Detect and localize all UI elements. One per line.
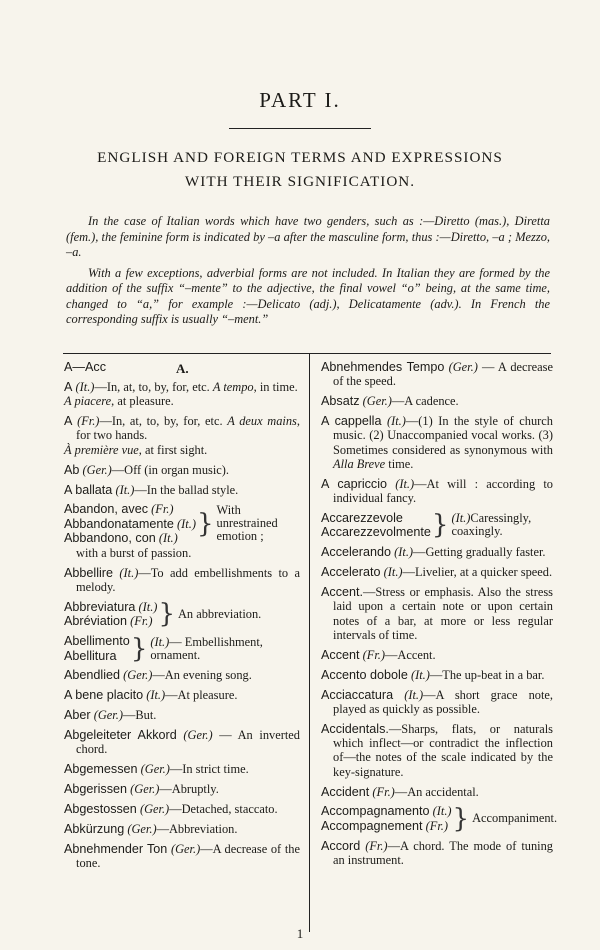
definition-continuation: time. [385, 456, 414, 471]
language-tag: (It.) [395, 476, 415, 491]
language-tag: (Ger.) [183, 728, 213, 743]
example-gloss: , for two hands. [76, 414, 300, 443]
language-tag: (Ger.) [448, 360, 478, 374]
definition: Accompaniment. [472, 811, 558, 826]
headword: Absatz [321, 394, 360, 409]
definition: —Detached, staccato. [169, 802, 278, 817]
editorial-notes [66, 214, 550, 333]
language-tag: (Ger.) [362, 394, 392, 409]
entry-group-accarezzevole [321, 511, 553, 540]
headword: Abgestossen [64, 802, 137, 817]
example-line [210, 380, 298, 394]
definition: —Getting gradually faster. [413, 545, 546, 560]
definition: —An evening song. [152, 668, 252, 683]
subtitle-line: WITH THEIR SIGNIFICATION. [184, 173, 416, 190]
headword: Abellitura [64, 648, 117, 663]
section-letter: A. [176, 361, 189, 376]
dictionary-entry [321, 668, 553, 682]
headword: A [64, 380, 73, 394]
definition: —The up-beat in a bar. [429, 667, 545, 682]
headword: Accompagnamento [321, 804, 430, 819]
definition: —To add embellishments to a melody. [76, 565, 301, 595]
headword: A ballata [64, 482, 113, 497]
section-subtitle [40, 146, 560, 194]
definition: —Off (in organ music). [111, 462, 229, 477]
headword: Accarezzevolmente [321, 525, 431, 540]
note-paragraph: With a few exceptions, adverbial forms are not included. In Italian they are formed by the addition of the suffix “–mente” to the adjective, the final vowel “o” being, at the same time, changed to “a,” for example :—Delicato (adj.), Delicatamente (adv.). In French the corresponding suffix is usually “–ment.” [66, 265, 550, 326]
dictionary-entry [321, 722, 553, 779]
entry-group-accompagnamento [321, 803, 558, 834]
headword: Abnehmender Ton [64, 841, 168, 856]
brace-glyph: } [158, 599, 175, 630]
headword: Abandon, avec [64, 502, 149, 517]
definition: —In, at, to, by, for, etc. [94, 380, 210, 394]
example-gloss: , at pleasure. [111, 394, 174, 409]
definition: —Stress or emphasis. Also the stress laid upon a certain note or upon certain notes of a bar, at more or less regular intervals of time. [333, 585, 553, 642]
headword: Accelerando [321, 545, 392, 560]
definition: —At will : according to individual fancy. [333, 476, 553, 506]
title-rule [229, 128, 371, 129]
running-head-range: A—Acc [64, 360, 106, 374]
headword: Abkürzung [64, 821, 125, 836]
dictionary-entry [64, 822, 300, 836]
definition: —Accent. [385, 647, 436, 662]
dictionary-entry [64, 380, 300, 409]
example-gloss: , in time. [253, 380, 298, 394]
headword: Accompagnement [321, 818, 423, 833]
language-tag: (Fr.) [362, 647, 385, 662]
dictionary-entry [64, 688, 300, 702]
headword: Abnehmendes Tempo [321, 360, 445, 374]
headword: Accident [321, 784, 370, 799]
headword: Abréviation [64, 614, 128, 629]
language-tag: (Fr.) [77, 414, 100, 429]
definition: An abbreviation. [177, 606, 262, 621]
headword: Abbandono, con [64, 531, 156, 546]
definition: —At pleasure. [165, 688, 238, 703]
subtitle-line: ENGLISH AND FOREIGN TERMS AND EXPRESSIONS [97, 149, 503, 166]
dictionary-entry [64, 842, 300, 871]
language-tag: (It.) [394, 545, 414, 560]
dictionary-entry [321, 585, 553, 642]
language-tag: (Fr.) [130, 614, 153, 629]
part-title: PART I. [259, 88, 341, 112]
headword: Abbellire [64, 565, 114, 580]
definition: With unrestrained emotion ; [216, 503, 278, 544]
example-line [64, 442, 300, 457]
language-tag: (It.) [383, 565, 403, 580]
dictionary-entry [64, 762, 300, 776]
language-tag: (It.) [177, 516, 196, 531]
language-tag: (Ger.) [130, 782, 160, 797]
running-head [64, 360, 300, 378]
page-number: 1 [296, 926, 304, 941]
headword: Abbandonatamente [64, 516, 174, 531]
headword: A cappella [321, 414, 382, 429]
headword: Accord [321, 838, 361, 853]
dictionary-entry [321, 360, 553, 389]
language-tag: (Fr.) [365, 838, 388, 853]
definition: —But. [122, 708, 157, 723]
headword: A bene placito [64, 688, 144, 703]
definition: —An accidental. [394, 784, 479, 799]
language-tag: (It.) [386, 414, 406, 429]
language-tag: (Ger.) [139, 802, 170, 817]
headword: Accent. [321, 585, 363, 600]
dictionary-entry [64, 782, 300, 796]
definition: —A chord. The mode of tuning an instrument. [333, 838, 553, 867]
dictionary-entry [321, 688, 553, 717]
definition-continuation: with a burst of passion. [76, 545, 192, 560]
language-tag: (It.) [146, 688, 166, 703]
headword: Acciaccatura [321, 687, 394, 702]
right-column [321, 360, 558, 873]
headword: Accidentals. [321, 721, 389, 736]
language-tag: (Fr.) [425, 818, 448, 833]
brace-glyph: } [130, 633, 148, 664]
dictionary-entry [64, 728, 300, 757]
headword: Abendlied [64, 668, 121, 683]
language-tag: (Fr.) [151, 502, 174, 517]
column-divider [309, 354, 310, 932]
dictionary-entry [64, 483, 300, 497]
headword: Accent [321, 647, 360, 662]
dictionary-entry [64, 566, 300, 595]
definition: —(1) In the style of church music. (2) Unaccompanied vocal works. (3) Sometimes considered as synonymous with [333, 414, 553, 457]
headword: Accarezzevole [321, 511, 403, 526]
dictionary-entry [64, 708, 300, 722]
dictionary-entry [64, 802, 300, 816]
dictionary-entry [321, 394, 553, 408]
brace-glyph: } [196, 508, 214, 539]
definition: — An inverted chord. [76, 728, 300, 757]
language-tag: (It.) [75, 380, 95, 394]
dictionary-entry [64, 463, 300, 477]
dictionary-entry [321, 648, 553, 662]
language-tag: (Ger.) [93, 708, 123, 723]
example-term: A deux mains [227, 414, 297, 429]
language-tag: (It.) [158, 531, 178, 546]
cross-reference: Alla Breve [333, 456, 386, 471]
entry-group-abandon [64, 502, 300, 560]
entry-group-abellimento [64, 634, 300, 663]
right-entries-2 [321, 545, 553, 799]
dictionary-entry [321, 785, 553, 799]
language-tag: (Ger.) [127, 821, 157, 836]
definition: —A decrease of the tone. [76, 841, 300, 871]
header-rule [63, 353, 551, 354]
definition: —A cadence. [391, 394, 459, 409]
note-paragraph: In the case of Italian words which have two genders, such as :—Diretto (mas.), Diretta (fem.), the feminine form is indicated by –a after the masculine form, thus :—Diretto, –a ; Mezzo, –a. [66, 214, 550, 259]
definition: —In, at, to, by, for, etc. [99, 414, 223, 429]
definition: —Abbreviation. [156, 821, 238, 836]
headword: A capriccio [321, 476, 388, 491]
dictionary-entry [321, 839, 553, 868]
headword: Abgeleiteter Akkord [64, 728, 177, 743]
language-tag: (Fr.) [372, 784, 395, 799]
headword: Abellimento [64, 634, 130, 649]
language-tag: (It.) [432, 804, 452, 819]
definition: — Embellishment, ornament. [150, 634, 263, 662]
headword: Accento dobole [321, 667, 408, 682]
headword: Aber [64, 708, 91, 723]
left-column [64, 360, 300, 876]
definition: —Livelier, at a quicker speed. [402, 565, 553, 580]
language-tag: (It.) [451, 511, 471, 526]
dictionary-entry [321, 414, 553, 471]
headword: A [64, 414, 73, 429]
definition: —A short grace note, played as quickly as possible. [333, 687, 553, 716]
dictionary-entry [321, 565, 553, 579]
language-tag: (It.) [119, 565, 139, 580]
headword: Accelerato [321, 565, 381, 580]
definition: —In the ballad style. [134, 482, 239, 497]
language-tag: (Ger.) [140, 762, 170, 777]
brace-glyph: } [452, 803, 470, 834]
left-entries-1 [64, 380, 300, 497]
language-tag: (It.) [150, 634, 170, 649]
brace-glyph: } [431, 510, 449, 541]
language-tag: (It.) [138, 600, 158, 615]
dictionary-entry [321, 545, 553, 559]
right-entries-1 [321, 360, 553, 505]
dictionary-entry [64, 414, 300, 457]
dictionary-entry [321, 477, 553, 506]
left-entries-2 [64, 668, 300, 870]
language-tag: (It.) [404, 687, 424, 702]
example-term: À première vue [64, 442, 139, 457]
example-term: A piacere [64, 394, 112, 409]
definition: —Sharps, flats, or naturals which inflect—or contradict the inflection of—the notes of the scale indicated by the key-signature. [333, 721, 553, 779]
example-term: A tempo [212, 380, 254, 394]
headword: Abgemessen [64, 762, 138, 777]
language-tag: (It.) [410, 667, 430, 682]
definition: —Abruptly. [159, 782, 219, 797]
definition: — A decrease of the speed. [333, 360, 553, 389]
definition: —In strict time. [169, 762, 249, 777]
headword: Abgerissen [64, 782, 128, 797]
language-tag: (Ger.) [123, 668, 153, 683]
headword: Abbreviatura [64, 600, 136, 615]
example-gloss: , at first sight. [138, 442, 208, 457]
headword: Ab [64, 462, 80, 477]
entry-group-abbreviation [64, 600, 300, 629]
dictionary-entry [64, 668, 300, 682]
language-tag: (Ger.) [170, 841, 201, 856]
language-tag: (Ger.) [82, 462, 112, 477]
definition: Caressingly, coaxingly. [451, 511, 532, 539]
language-tag: (It.) [115, 482, 135, 497]
example-line [64, 394, 300, 409]
